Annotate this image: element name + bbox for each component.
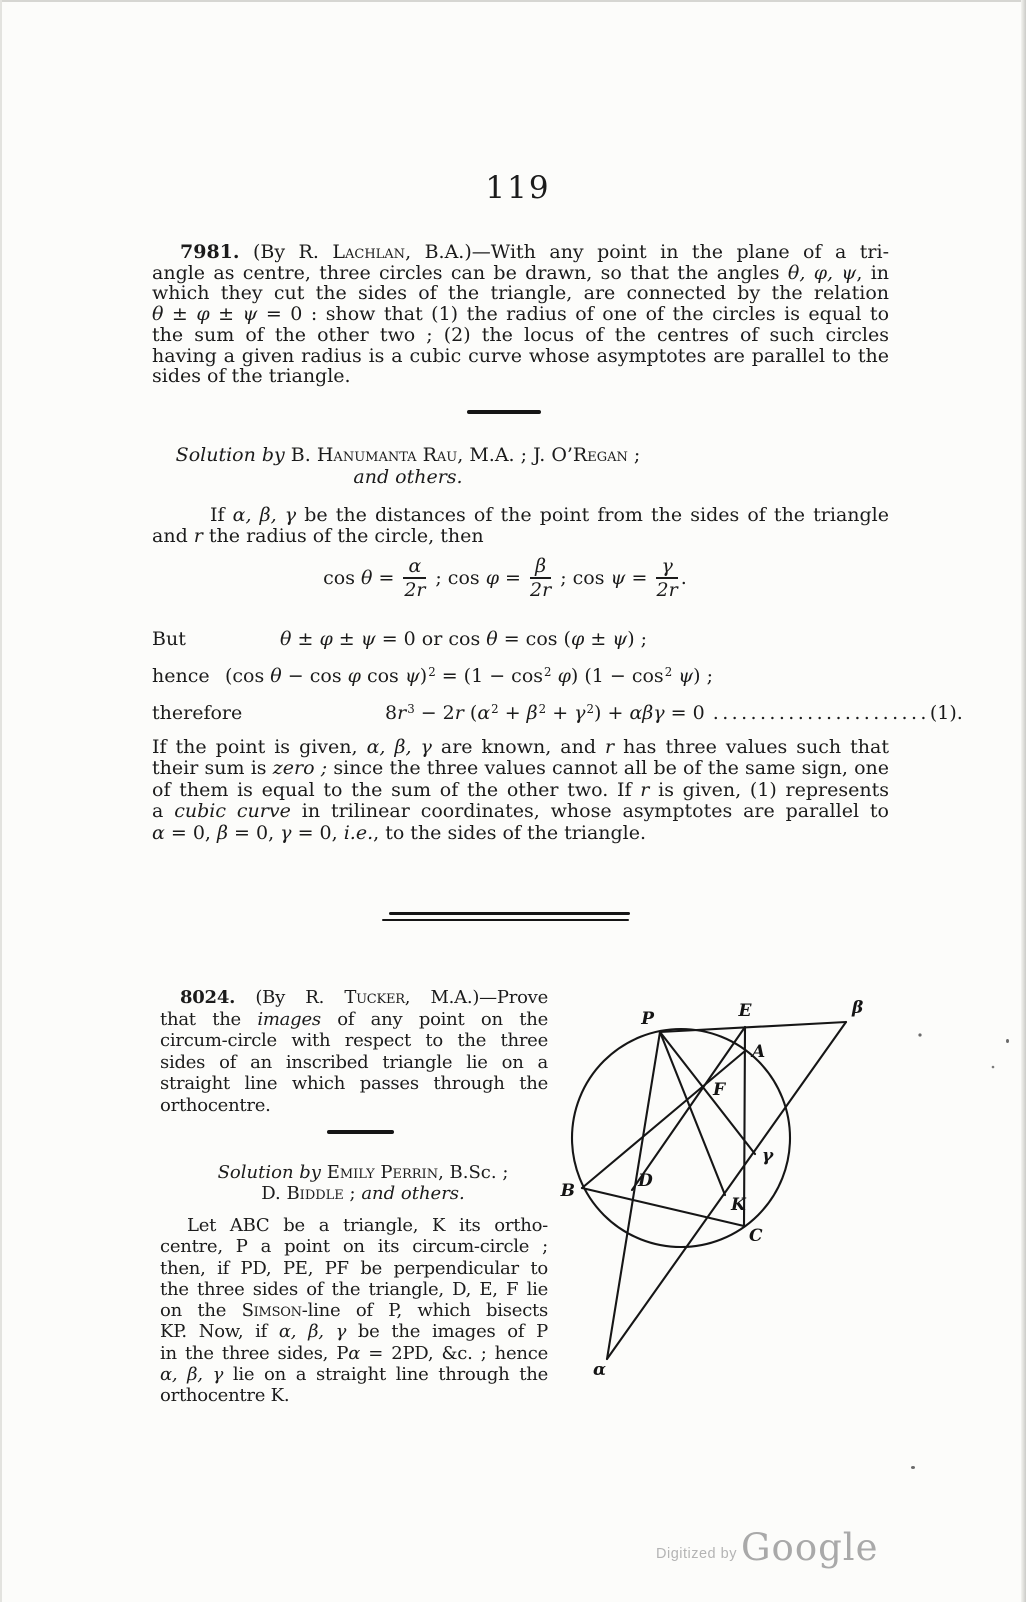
scan-edge-top — [0, 0, 1026, 2]
figure-label-K: K — [731, 1195, 746, 1215]
equation-body: $8r^3 - 2r$ $(\alpha^2 + \beta^2 + \gamma^2) + \alpha\beta\gamma = 0$ .......................(1). — [385, 701, 963, 724]
scan-speck — [911, 1466, 915, 1469]
scan-speck — [918, 1033, 921, 1036]
text-line: If the point is given, α, β, γ are known, and r has three values such that — [152, 736, 889, 758]
text-line: sides of the triangle. — [152, 365, 351, 388]
text-line: of them is equal to the sum of the other two. If r is given, (1) represents — [152, 778, 889, 801]
scan-speck — [1006, 1039, 1009, 1043]
line-P-F-gamma — [660, 1032, 755, 1154]
text-line: angle as centre, three circles can be drawn, so that the angles θ, φ, ψ, in — [152, 261, 890, 284]
figure-label-E: E — [738, 1001, 752, 1021]
problem-8024-statement — [160, 987, 548, 1117]
fraction: $\frac{\alpha}{2r}$ — [404, 555, 426, 601]
line-P-E-beta — [660, 1022, 846, 1032]
equation-label: therefore — [152, 702, 243, 724]
fraction: $\frac{\gamma}{2r}$ — [656, 555, 678, 601]
figure-label-F: F — [713, 1080, 726, 1100]
text-line: circum-circle with respect to the three — [160, 1030, 548, 1052]
text-line: Solution by Emily Perrin, B.Sc. ; — [217, 1162, 509, 1183]
equation-label: But — [152, 628, 186, 650]
page-number: 119 — [485, 170, 551, 206]
scan-edge-left — [0, 0, 2, 1602]
text-line: a cubic curve in trilinear coordinates, whose asymptotes are parallel to — [152, 800, 889, 823]
text-line: α = 0, β = 0, γ = 0, i.e., to the sides of the triangle. — [152, 821, 647, 844]
text-line: on the Simson-line of P, which bisects — [160, 1300, 548, 1322]
side-AB — [582, 1051, 745, 1188]
text-line: then, if PD, PE, PF be perpendicular to — [160, 1257, 548, 1279]
figure-label-beta: β — [852, 998, 864, 1018]
scan-speck — [992, 1066, 995, 1069]
scan-edge-right — [1021, 0, 1026, 1602]
double-rule-bottom — [382, 919, 629, 921]
solution-7981-intro — [152, 505, 889, 547]
text-line: the three sides of the triangle, D, E, F lie — [160, 1278, 548, 1300]
text-line: their sum is zero ; since the three values cannot all be of the same sign, one — [152, 757, 889, 780]
text-line: straight line which passes through the — [160, 1073, 548, 1095]
figure-label-C: C — [749, 1226, 763, 1246]
figure-label-P: P — [641, 1009, 654, 1029]
text-line: Let ABC be a triangle, K its ortho- — [187, 1215, 548, 1236]
text-line: α, β, γ lie on a straight line through the — [160, 1364, 548, 1386]
equation-body: θ ± φ ± ψ = 0 or cos θ = cos (φ ± ψ) ; — [280, 628, 648, 650]
equation-body: (cos θ − cos φ $\cos \psi)^2 = (1 - \cos^2 \varphi)$ $(1 - \cos^2 \psi)$ ; — [225, 664, 713, 687]
text-line: which they cut the sides of the triangle, are connected by the relation — [152, 282, 889, 305]
figure-label-A: A — [752, 1042, 766, 1062]
solution-7981-byline — [152, 445, 664, 488]
solution-8024-text — [160, 1215, 548, 1407]
text-line: 7981. (By R. Lachlan, B.A.)—With any point in the plane of a tri- — [180, 241, 889, 263]
simson-line-E-F-D — [632, 1027, 745, 1190]
digitized-by-text: Digitized by — [656, 1546, 737, 1562]
text-line: D. Biddle ; and others. — [261, 1183, 465, 1204]
text-line: orthocentre K. — [160, 1385, 290, 1407]
text-line: 8024. (By R. Tucker, M.A.)—Prove — [180, 987, 548, 1008]
equation-row-therefore — [152, 701, 963, 726]
equation-row-hence — [152, 665, 890, 689]
text-line: If α, β, γ be the distances of the point from the sides of the triangle — [210, 504, 889, 526]
equation-row-but — [152, 628, 890, 652]
section-divider-8024 — [327, 1130, 394, 1134]
figure-label-D: D — [638, 1171, 653, 1191]
figure-label-B: B — [560, 1181, 575, 1201]
solution-8024-byline — [170, 1162, 556, 1204]
double-rule-top — [389, 912, 630, 915]
fraction: $\frac{\beta}{2r}$ — [530, 555, 552, 601]
digitization-watermark — [648, 1528, 948, 1578]
equation-cosines: cos θ = $\frac{\alpha}{2r}$ ; cos φ = $\frac{\beta}{2r}$ ; cos ψ = $\frac{\gamma}{2r}$ . — [323, 555, 687, 601]
text-line: the sum of the other two ; (2) the locus of the centres of such circles — [152, 323, 889, 346]
solution-7981-discussion — [152, 737, 889, 844]
side-BC — [582, 1188, 744, 1226]
text-line: and r the radius of the circle, then — [152, 525, 484, 547]
figure-label-alpha: α — [593, 1360, 607, 1380]
section-divider-7981 — [467, 410, 541, 414]
text-line: centre, P a point on its circum-circle ; — [160, 1236, 548, 1258]
text-line: and others. — [353, 465, 463, 488]
problem-7981-statement — [152, 242, 889, 387]
text-line: having a given radius is a cubic curve whose asymptotes are parallel to the — [152, 344, 889, 367]
equation-label: hence — [152, 665, 210, 687]
figure-label-gamma: γ — [762, 1146, 774, 1166]
text-line: sides of an inscribed triangle lie on a — [160, 1051, 548, 1073]
text-line: in the three sides, Pα = 2PD, &c. ; hence — [160, 1342, 548, 1364]
geometry-figure — [553, 963, 998, 1399]
text-line: orthocentre. — [160, 1094, 271, 1116]
circumcircle-diagram — [553, 963, 998, 1399]
text-line: θ ± φ ± ψ = 0 : show that (1) the radius of one of the circles is equal to — [152, 303, 890, 326]
text-line: KP. Now, if α, β, γ be the images of P — [160, 1321, 548, 1343]
text-line: that the images of any point on the — [160, 1008, 549, 1030]
google-wordmark: Google — [741, 1526, 879, 1569]
text-line: Solution by B. Hanumanta Rau, M.A. ; J. O’Regan ; — [175, 444, 641, 466]
